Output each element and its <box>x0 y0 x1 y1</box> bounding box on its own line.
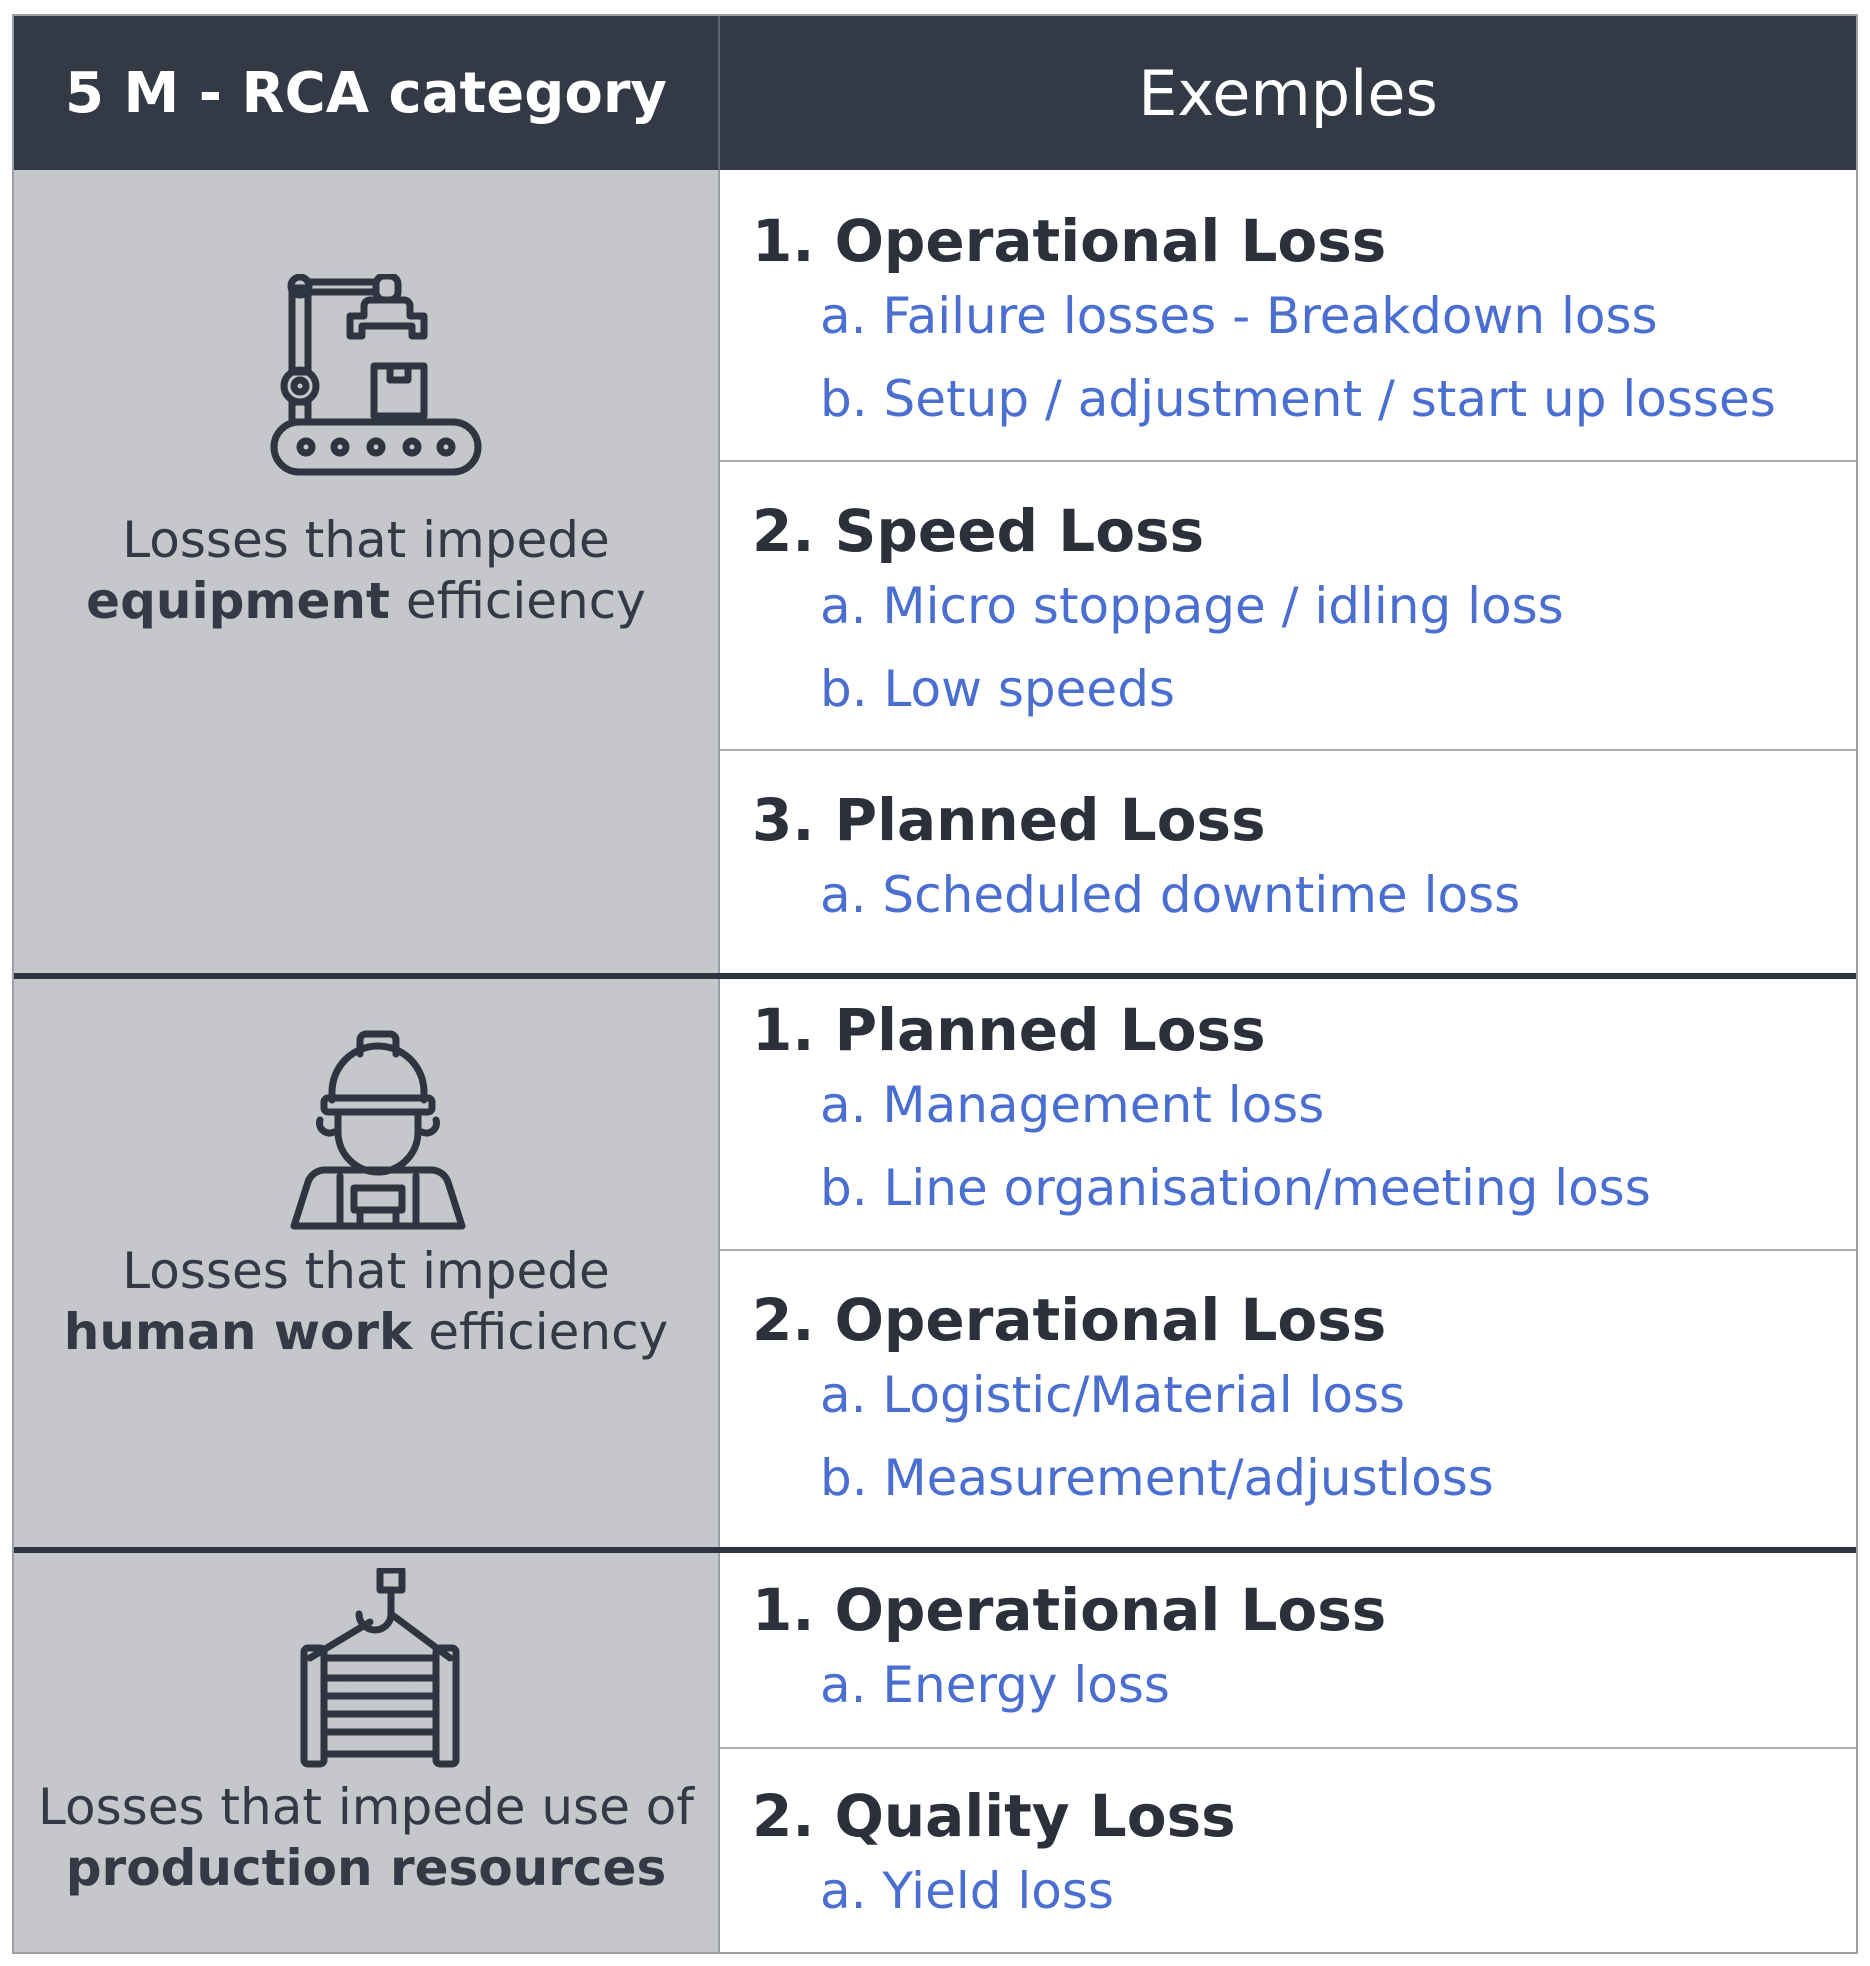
description-emphasis: human work <box>63 1303 413 1361</box>
description-emphasis: equipment <box>86 572 390 630</box>
description-emphasis: production resources <box>65 1839 667 1897</box>
loss-item: b. Measurement/adjustloss <box>820 1449 1494 1507</box>
loss-heading: 2. Quality Loss <box>752 1782 1236 1850</box>
category-description-equipment <box>14 510 718 632</box>
loss-heading: 1. Operational Loss <box>752 1576 1387 1644</box>
loss-item: a. Yield loss <box>820 1862 1114 1920</box>
worker-helmet-icon <box>290 1030 466 1230</box>
robot-arm-conveyor-icon <box>270 274 482 486</box>
loss-item: a. Logistic/Material loss <box>820 1366 1406 1424</box>
description-text: Losses that impede use of <box>38 1778 694 1836</box>
subrow-separator <box>720 1249 1856 1251</box>
loss-item: a. Failure losses - Breakdown loss <box>820 287 1658 345</box>
category-description-resources <box>14 1777 718 1899</box>
column-divider <box>718 170 720 1952</box>
loss-heading: 2. Speed Loss <box>752 497 1205 565</box>
description-text: efficiency <box>405 572 646 630</box>
loss-item: a. Micro stoppage / idling loss <box>820 577 1564 635</box>
header-category: 5 M - RCA category <box>14 16 718 170</box>
description-text: efficiency <box>428 1303 669 1361</box>
row-separator <box>14 973 1856 979</box>
loss-heading: 1. Operational Loss <box>752 207 1387 275</box>
loss-item: a. Management loss <box>820 1076 1325 1134</box>
loss-heading: 1. Planned Loss <box>752 996 1266 1064</box>
description-text: Losses that impede <box>122 511 610 569</box>
loss-item: b. Low speeds <box>820 660 1175 718</box>
loss-item: a. Scheduled downtime loss <box>820 866 1521 924</box>
loss-heading: 3. Planned Loss <box>752 786 1266 854</box>
subrow-separator <box>720 1747 1856 1749</box>
crane-hook-cargo-icon <box>300 1568 460 1768</box>
loss-item: a. Energy loss <box>820 1656 1170 1714</box>
header-examples: Exemples <box>720 16 1856 170</box>
loss-heading: 2. Operational Loss <box>752 1286 1387 1354</box>
subrow-separator <box>720 460 1856 462</box>
row-separator <box>14 1547 1856 1553</box>
loss-item: b. Line organisation/meeting loss <box>820 1159 1651 1217</box>
subrow-separator <box>720 749 1856 751</box>
category-description-human <box>14 1241 718 1363</box>
description-text: Losses that impede <box>122 1242 610 1300</box>
loss-item: b. Setup / adjustment / start up losses <box>820 370 1776 428</box>
rca-table <box>12 14 1858 1954</box>
